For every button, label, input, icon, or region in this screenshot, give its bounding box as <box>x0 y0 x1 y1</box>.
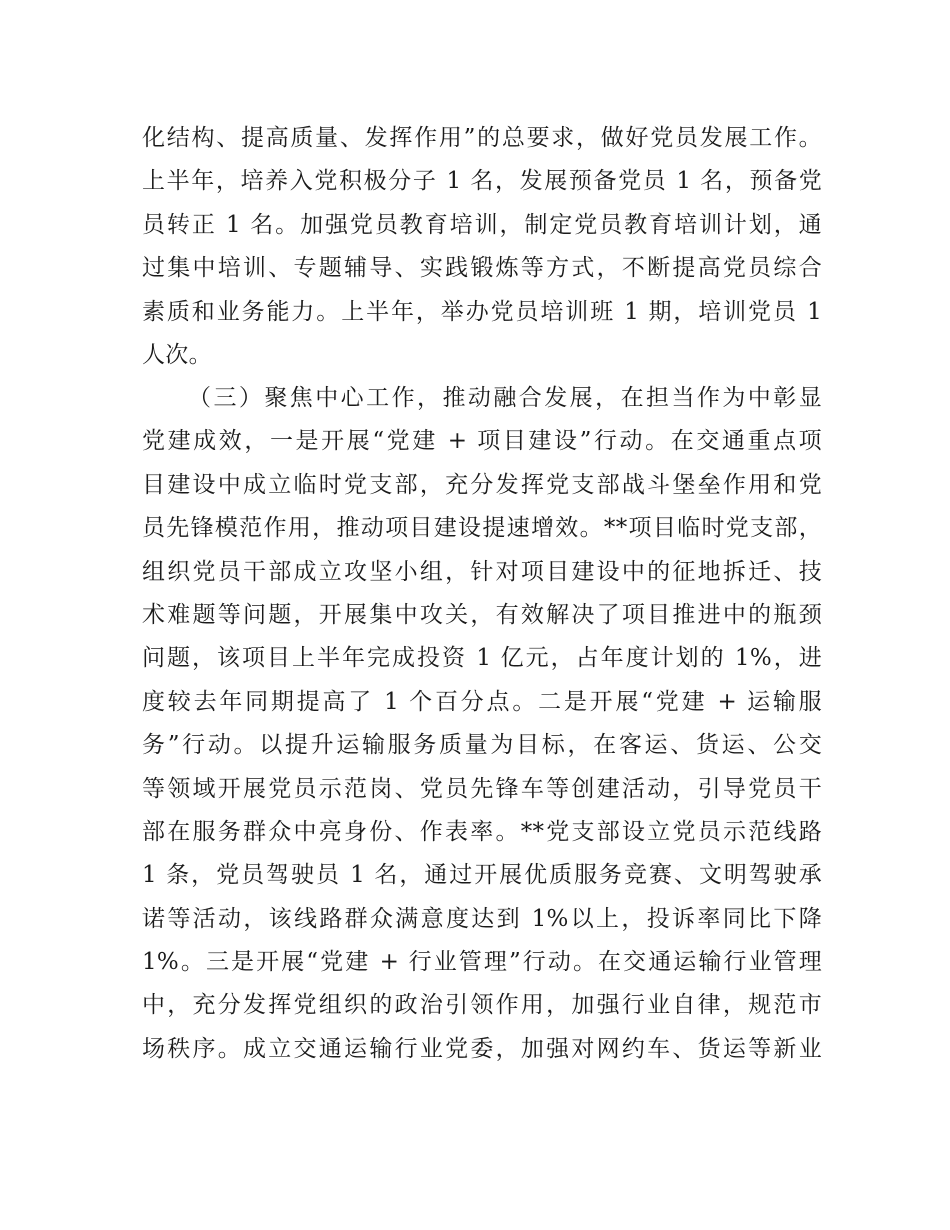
text-line: 组织党员干部成立攻坚小组，针对项目建设中的征地拆迁、技 <box>142 558 822 585</box>
text-line: 过集中培训、专题辅导、实践锻炼等方式，不断提高党员综合 <box>142 255 822 282</box>
text-line: 员先锋模范作用，推动项目建设提速增效。**项目临时党支部， <box>142 515 822 542</box>
text-line: 党建成效，一是开展“党建 + 项目建设”行动。在交通重点项 <box>142 428 822 455</box>
text-line: 术难题等问题，开展集中攻关，有效解决了项目推进中的瓶颈 <box>142 601 822 628</box>
text-line: 中，充分发挥党组织的政治引领作用，加强行业自律，规范市 <box>142 992 822 1019</box>
text-line: 目建设中成立临时党支部，充分发挥党支部战斗堡垒作用和党 <box>142 471 822 498</box>
section-heading-line: （三）聚焦中心工作，推动融合发展，在担当作为中彰显 <box>188 385 822 411</box>
text-line: 化结构、提高质量、发挥作用”的总要求，做好党员发展工作。 <box>142 125 822 151</box>
paragraph-section-three <box>142 377 822 1071</box>
text-line: 部在服务群众中亮身份、作表率。**党支部设立党员示范线路 <box>142 818 822 845</box>
text-line: 1%。三是开展“党建 + 行业管理”行动。在交通运输行业管理 <box>142 949 822 976</box>
paragraph-party-member-development <box>142 117 822 377</box>
text-line: 等领域开展党员示范岗、党员先锋车等创建活动，引导党员干 <box>142 775 822 802</box>
text-line: 素质和业务能力。上半年，举办党员培训班 1 期，培训党员 1 <box>142 298 822 325</box>
text-line: 场秩序。成立交通运输行业党委，加强对网约车、货运等新业 <box>142 1035 822 1062</box>
text-line: 1 条，党员驾驶员 1 名，通过开展优质服务竞赛、文明驾驶承 <box>142 862 822 889</box>
text-line: 问题，该项目上半年完成投资 1 亿元，占年度计划的 1%，进 <box>142 645 822 672</box>
text-line: 人次。 <box>142 341 212 368</box>
text-line: 上半年，培养入党积极分子 1 名，发展预备党员 1 名，预备党 <box>142 168 822 195</box>
text-line: 度较去年同期提高了 1 个百分点。二是开展“党建 + 运输服 <box>142 688 822 715</box>
text-line: 诺等活动，该线路群众满意度达到 1%以上，投诉率同比下降 <box>142 905 822 932</box>
text-line: 员转正 1 名。加强党员教育培训，制定党员教育培训计划，通 <box>142 211 822 238</box>
text-line: 务”行动。以提升运输服务质量为目标，在客运、货运、公交 <box>142 732 822 759</box>
